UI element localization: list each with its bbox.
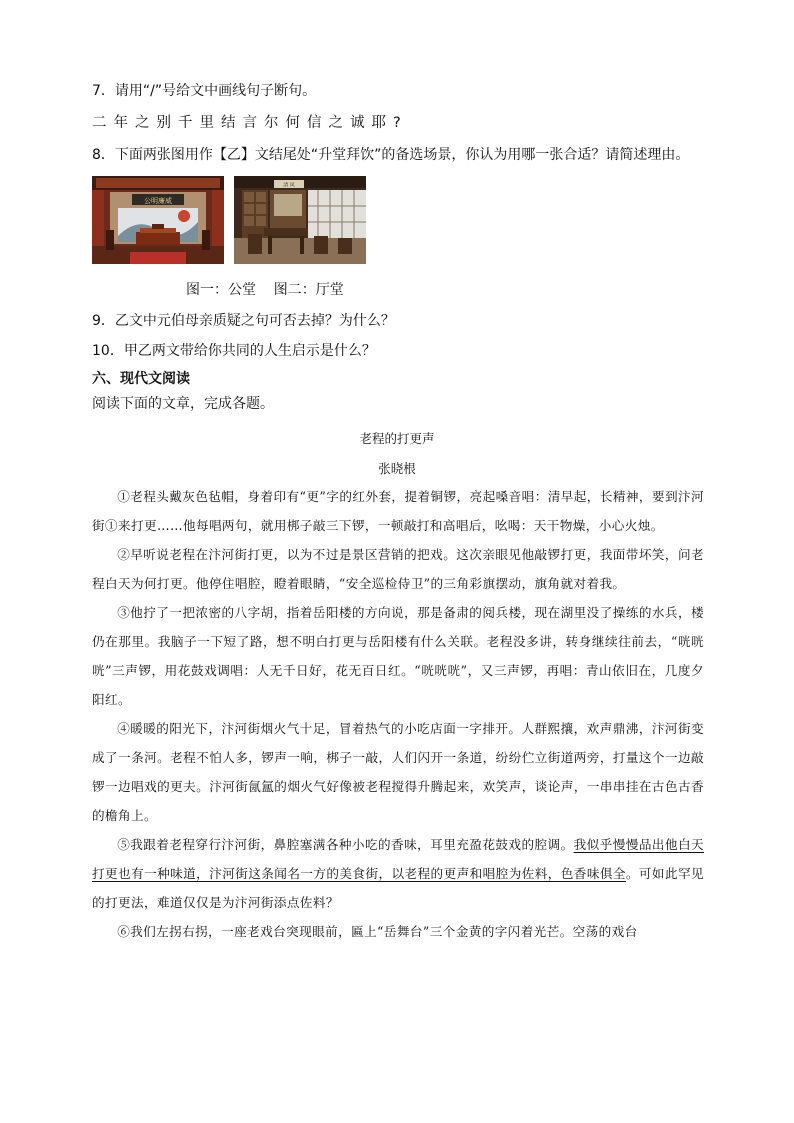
underlined-sentence: 我似乎慢慢品出他白天打更也有一种味道，汴河街这条闻名一方的美食街，以老程的更声和唱腔为佐料，色香味俱全 <box>92 837 705 881</box>
paragraph-4: ④暖暖的阳光下，汴河街烟火气十足，冒着热气的小吃店面一字排开。人群熙攘，欢声鼎沸，汴河街变成了一条河。老程不怕人多，锣声一响，梆子一敲，人们闪开一条道，纷纷伫立街道两旁，打量这个一边敲锣一边唱戏的更夫。汴河街氤氲的烟火气好像被老程搅得升腾起来，欢笑声，谈论声，一串串挂在古色古香的檐角上。 <box>92 721 704 823</box>
article-title: 老程的打更声 <box>359 431 435 446</box>
image1-plaque-text: 公明廉威 <box>144 197 172 205</box>
image2-plaque-text: 清 风 <box>283 182 295 189</box>
hall-illustration <box>234 176 366 264</box>
paragraph-5-start: ⑤我跟着老程穿行汴河街，鼻腔塞满各种小吃的香味，耳里充盈花鼓戏的腔调。 <box>117 837 574 852</box>
question-10: 10．甲乙两文带给你共同的人生启示是什么？ <box>92 343 376 359</box>
paragraph-5 <box>92 830 704 917</box>
paragraph-2: ②早听说老程在汴河街打更，以为不过是景区营销的把戏。这次亲眼见他敲锣打更，我面带坏笑，问老程白天为何打更。他停住唱腔，瞪着眼睛，“安全巡检侍卫”的三角彩旗摆动，旗角就对着我。 <box>92 547 704 591</box>
article-author: 张晓根 <box>378 461 416 476</box>
question-7-sentence: 二年之别千里结言尔何信之诚耶? <box>92 115 408 131</box>
question-7: 7．请用“/”号给文中画线句子断句。 <box>92 83 317 99</box>
section-instruction: 阅读下面的文章，完成各题。 <box>92 396 274 412</box>
courtroom-illustration <box>92 176 224 264</box>
image-caption: 图一：公堂 图二：厅堂 <box>186 282 344 298</box>
image-tingtang <box>234 176 366 264</box>
question-8: 8．下面两张图用作【乙】文结尾处“升堂拜饮”的备选场景，你认为用哪一张合适？请简述理由。 <box>92 147 690 163</box>
paragraph-6: ⑥我们左拐右拐，一座老戏台突现眼前，匾上“岳舞台”三个金黄的字闪着光芒。空荡的戏台 <box>117 924 638 939</box>
article-body <box>92 482 704 946</box>
paragraph-1: ①老程头戴灰色毡帽，身着印有“更”字的红外套，提着铜锣，亮起嗓音唱：清早起，长精神，要到汴河街①来打更……他每唱两句，就用梆子敲三下锣，一顿敲打和高唱后，吆喝：天干物燥，小心火烛。 <box>92 489 704 533</box>
paragraph-5-end: 。可如此罕见的打更法，难道仅仅是为汴河街添点佐料？ <box>92 866 704 910</box>
paragraph-3: ③他拧了一把浓密的八字胡，指着岳阳楼的方向说，那是备肃的阅兵楼，现在湖里没了操练的水兵，楼仍在那里。我脑子一下短了路，想不明白打更与岳阳楼有什么关联。老程没多讲，转身继续往前去，“咣咣咣”三声锣，用花鼓戏调唱：人无千日好，花无百日红。“咣咣咣”，又三声锣，再唱：青山依旧在，几度夕阳红。 <box>92 605 704 707</box>
section-heading: 六、现代文阅读 <box>92 371 190 387</box>
question-9: 9．乙文中元伯母亲质疑之句可否去掉？为什么？ <box>92 313 395 329</box>
image-gongtang <box>92 176 224 264</box>
